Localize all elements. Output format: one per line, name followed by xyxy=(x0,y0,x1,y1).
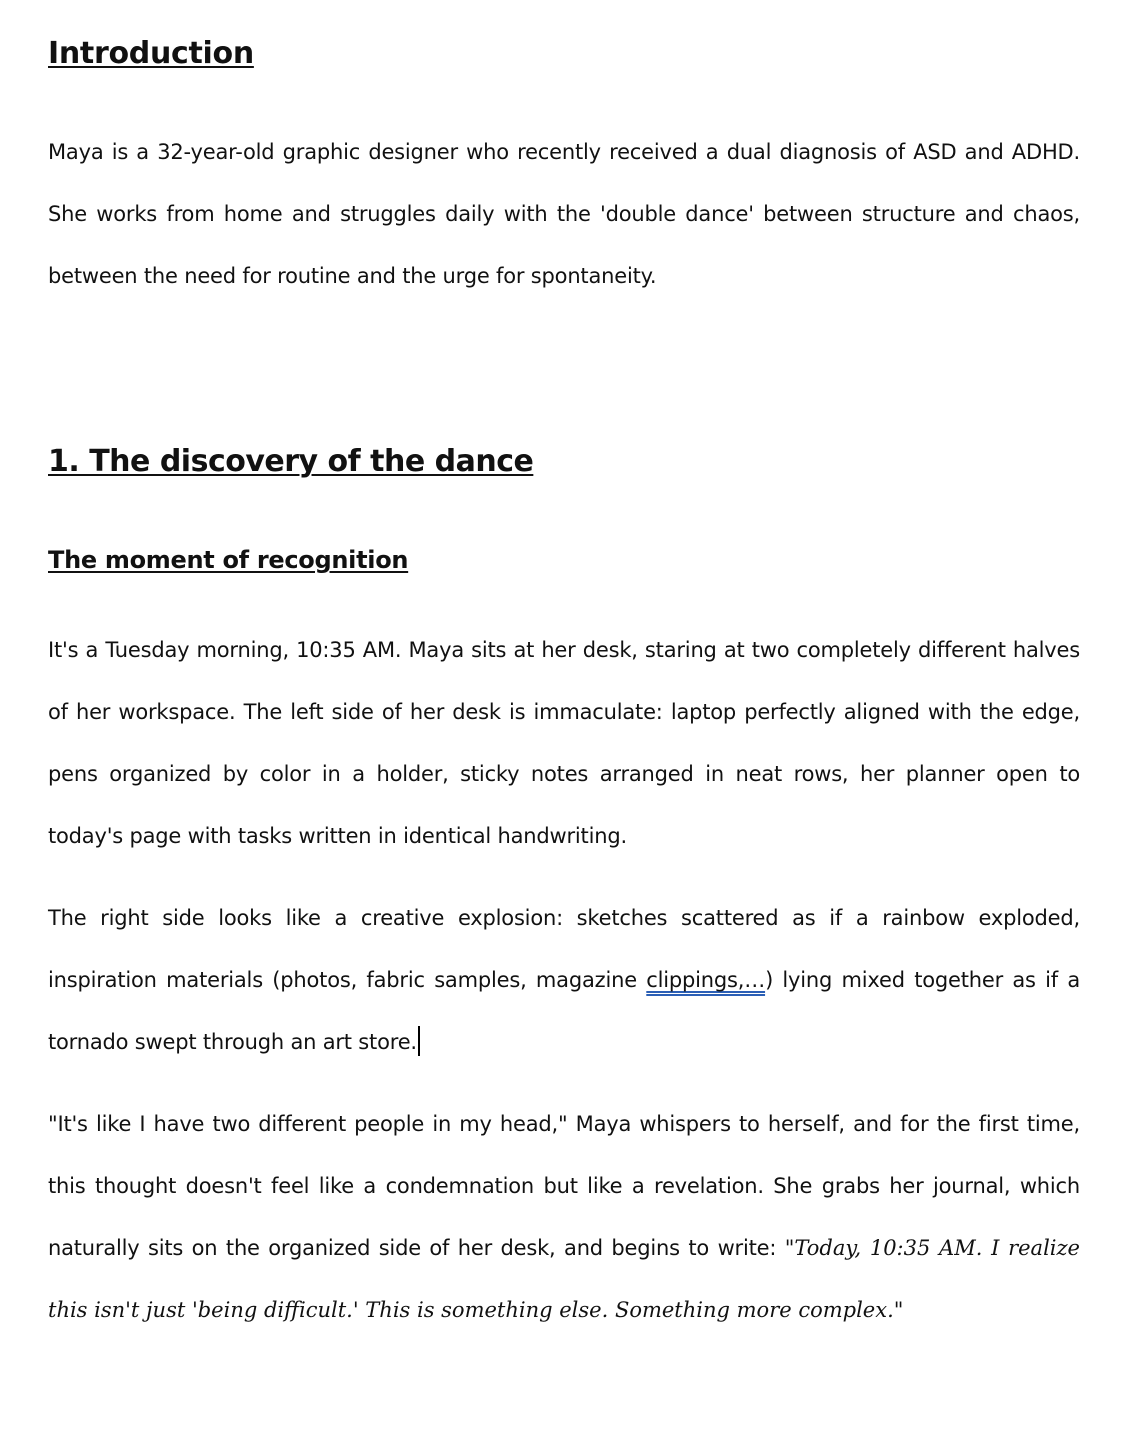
revelation-paragraph xyxy=(48,1093,1080,1341)
grammar-flagged-word[interactable]: clippings,… xyxy=(646,968,766,992)
text-cursor xyxy=(418,1026,420,1056)
paragraph-text: The right side looks like a creative explosion: sketches scattered as if a rainbow exploded, inspiration materials (photos, fabric samples, magazine xyxy=(48,906,1080,992)
introduction-paragraph: Maya is a 32-year-old graphic designer who recently received a dual diagnosis of ASD and ADHD. She works from home and struggles daily with the 'double dance' between structure and chaos, between the need for routine and the urge for spontaneity. xyxy=(48,140,1080,288)
chapter-heading: 1. The discovery of the dance xyxy=(48,444,534,479)
journal-entry: "Today, 10:35 AM. I realize this isn't just 'being difficult.' This is something else. Something more complex." xyxy=(48,1236,1080,1322)
section-heading: The moment of recognition xyxy=(48,546,409,574)
paragraph-text: "It's like I have two different people in my head," Maya whispers to herself, and for the first time, this thought doesn't feel like a condemnation but like a revelation. She grabs her journal, which naturally sits on the organized side of her desk, and begins to write: xyxy=(48,1112,1080,1260)
paragraph-text: ) lying mixed together as if a tornado swept through an art store. xyxy=(48,968,1081,1054)
introduction-heading: Introduction xyxy=(48,36,254,71)
creative-side-paragraph xyxy=(48,887,1080,1073)
workspace-paragraph: It's a Tuesday morning, 10:35 AM. Maya sits at her desk, staring at two completely different halves of her workspace. The left side of her desk is immaculate: laptop perfectly aligned with the edge, pens organized by color in a holder, sticky notes arranged in neat rows, her planner open to today's page with tasks written in identical handwriting. xyxy=(48,638,1080,848)
